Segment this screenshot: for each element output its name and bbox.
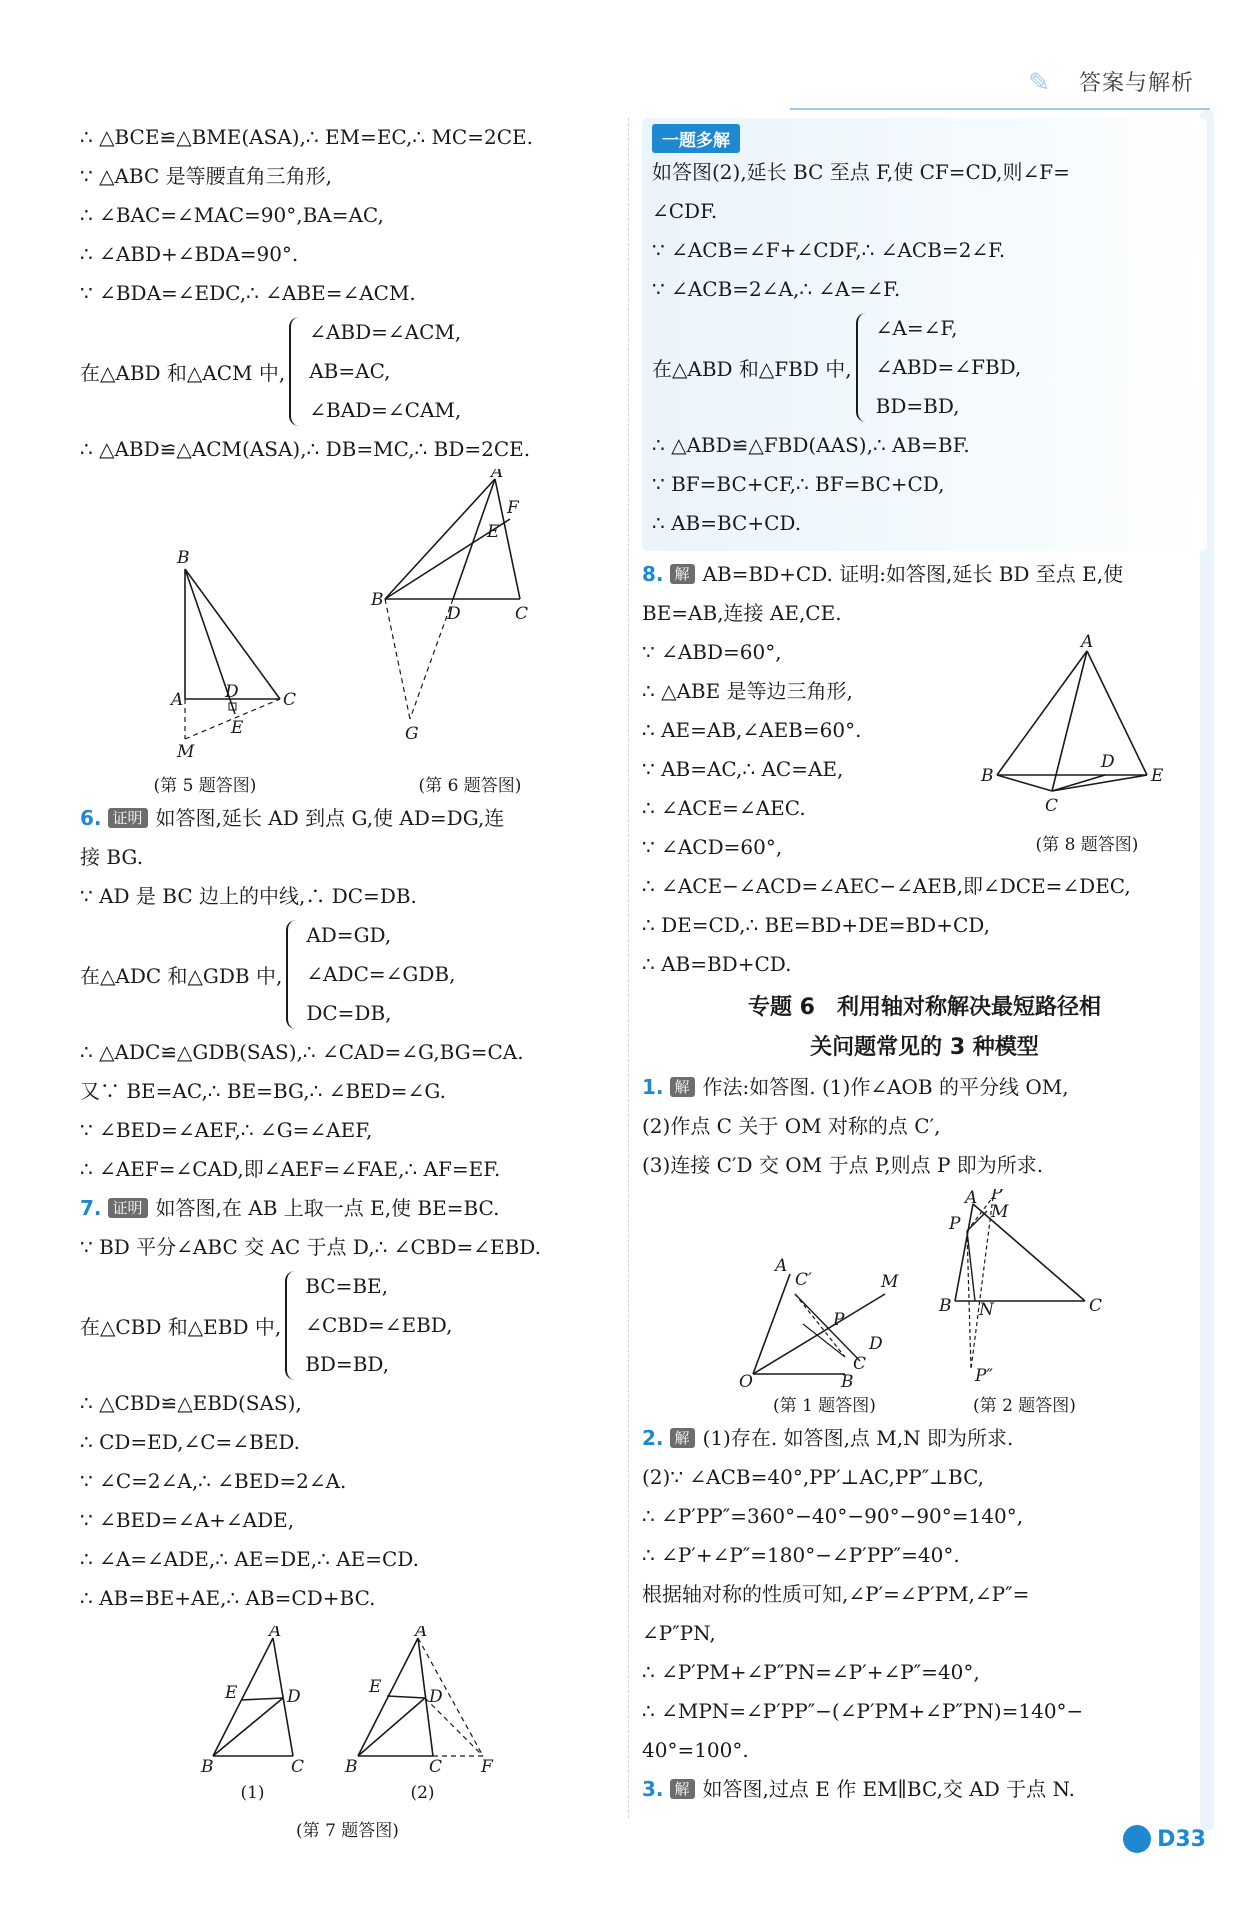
- text-line: ∴ △ABD≌△ACM(ASA),∴ DB=MC,∴ BD=2CE.: [80, 437, 531, 461]
- figure-caption: (第 2 题答图): [973, 1396, 1076, 1416]
- text-line: ∵ BD 平分∠ABC 交 AC 于点 D,∴ ∠CBD=∠EBD.: [80, 1235, 541, 1259]
- section-title-line-2: 关问题常见的 3 种模型: [810, 1035, 1039, 1060]
- svg-text:A: A: [268, 1626, 281, 1641]
- text-line: ∵ ∠ACD=60°,: [642, 835, 783, 859]
- q8-body: [642, 633, 1207, 867]
- alternate-solution-box: [642, 118, 1207, 551]
- figure-q5: [80, 539, 330, 799]
- text-line: ∴ △CBD≌△EBD(SAS),: [80, 1391, 302, 1415]
- svg-text:E: E: [368, 1677, 381, 1697]
- svg-text:F: F: [507, 498, 519, 518]
- question-number: 1.: [642, 1075, 664, 1099]
- text-line: ∴ △BCE≌△BME(ASA),∴ EM=EC,∴ MC=2CE.: [80, 125, 533, 149]
- text-line: 又∵ BE=AC,∴ BE=BG,∴ ∠BED=∠G.: [80, 1079, 446, 1103]
- svg-text:C: C: [290, 1757, 304, 1776]
- system-row: ∠CBD=∠EBD,: [305, 1313, 453, 1337]
- text-line: ∵ ∠BED=∠AEF,∴ ∠G=∠AEF,: [80, 1118, 373, 1142]
- system-row: ∠ADC=∠GDB,: [306, 962, 456, 986]
- figure-s2: [925, 1189, 1125, 1419]
- equation-system: [80, 1267, 615, 1384]
- svg-text:A: A: [414, 1626, 427, 1641]
- svg-text:P: P: [832, 1310, 844, 1330]
- text-line: (3)连接 C′D 交 OM 于点 P,则点 P 即为所求.: [642, 1153, 1044, 1177]
- system-row: ∠ABD=∠ACM,: [309, 320, 462, 344]
- svg-text:E: E: [1151, 766, 1164, 786]
- text-line: ∴ DE=CD,∴ BE=BD+DE=BD+CD,: [642, 913, 990, 937]
- svg-text:D: D: [428, 1687, 443, 1707]
- figure-caption: (第 6 题答图): [418, 776, 522, 796]
- system-row: BD=BD,: [305, 1352, 390, 1376]
- text-line: ∵ △ABC 是等腰直角三角形,: [80, 164, 332, 188]
- solution-tag: 解: [670, 1077, 695, 1097]
- text-line: ∴ △ADC≌△GDB(SAS),∴ ∠CAD=∠G,BG=CA.: [80, 1040, 524, 1064]
- figure-q8: [972, 633, 1202, 867]
- section-q1-line: [642, 1068, 1207, 1107]
- text-line: ∵ ∠ACB=∠F+∠CDF,∴ ∠ACB=2∠F.: [652, 238, 1006, 262]
- text-line: (2)作点 C 关于 OM 对称的点 C′,: [642, 1114, 941, 1138]
- svg-text:B: B: [371, 590, 384, 610]
- question-number: 6.: [80, 806, 102, 830]
- figure-caption: (第 8 题答图): [1035, 835, 1139, 855]
- svg-text:G: G: [405, 724, 419, 744]
- column-divider: [628, 118, 629, 1818]
- text-line: ∵ ∠ACB=2∠A,∴ ∠A=∠F.: [652, 277, 901, 301]
- text: 如答图,过点 E 作 EM∥BC,交 AD 于点 N.: [702, 1777, 1076, 1801]
- svg-text:C: C: [1088, 1296, 1102, 1316]
- solution-tag: 解: [670, 1779, 695, 1799]
- text-line: ∴ △ABE 是等边三角形,: [642, 679, 853, 703]
- svg-text:O: O: [738, 1372, 753, 1389]
- svg-text:M: M: [990, 1202, 1008, 1222]
- brace: [286, 920, 300, 1029]
- svg-text:D: D: [225, 682, 239, 702]
- brace: [285, 1271, 299, 1380]
- text-line: ∵ BF=BC+CF,∴ BF=BC+CD,: [652, 472, 945, 496]
- system-row: ∠BAD=∠CAM,: [309, 398, 462, 422]
- svg-text:P″: P″: [974, 1366, 993, 1386]
- question-number: 2.: [642, 1426, 664, 1450]
- equation-system: [80, 313, 615, 430]
- solution-tag: 解: [670, 1428, 695, 1448]
- figures-s1-s2: [642, 1189, 1207, 1419]
- svg-text:E: E: [487, 522, 500, 542]
- question-7-line: [80, 1189, 615, 1228]
- svg-text:C: C: [1045, 796, 1059, 816]
- svg-text:B: B: [938, 1296, 951, 1316]
- svg-text:M: M: [177, 742, 195, 762]
- svg-text:P: P: [948, 1214, 960, 1234]
- system-lead: 在△ABD 和△ACM 中,: [80, 361, 286, 385]
- text-line: ∴ CD=ED,∠C=∠BED.: [80, 1430, 301, 1454]
- text-line: ∴ ∠ACE−∠ACD=∠AEC−∠AEB,即∠DCE=∠DEC,: [642, 874, 1131, 898]
- svg-text:F: F: [480, 1757, 493, 1776]
- text-line: ∴ AB=BE+AE,∴ AB=CD+BC.: [80, 1586, 376, 1610]
- text: 如答图,延长 AD 到点 G,使 AD=DG,连: [155, 806, 505, 830]
- section-q2-line: [642, 1419, 1207, 1458]
- decorative-doodle-icon: ✎: [1028, 68, 1050, 98]
- text-line: ∴ AB=BC+CD.: [652, 511, 802, 535]
- svg-text:B: B: [200, 1757, 213, 1776]
- figure-s1-diagram: [735, 1249, 915, 1389]
- text-line: BE=AB,连接 AE,CE.: [642, 601, 842, 625]
- svg-text:B: B: [840, 1372, 853, 1389]
- text-line: ∵ ∠C=2∠A,∴ ∠BED=2∠A.: [80, 1469, 347, 1493]
- text-line: ∴ ∠A=∠ADE,∴ AE=DE,∴ AE=CD.: [80, 1547, 419, 1571]
- text-line: ∵ ∠ABD=60°,: [642, 640, 782, 664]
- question-6-line: [80, 799, 615, 838]
- svg-text:B: B: [981, 766, 994, 786]
- question-8-line: [642, 555, 1207, 594]
- svg-text:C: C: [283, 690, 297, 710]
- text-line: ∴ ∠ABD+∠BDA=90°.: [80, 242, 299, 266]
- text-line: 接 BG.: [80, 845, 144, 869]
- text: (1)存在. 如答图,点 M,N 即为所求.: [702, 1426, 1014, 1450]
- system-lead: 在△CBD 和△EBD 中,: [80, 1315, 282, 1339]
- text-line: 如答图(2),延长 BC 至点 F,使 CF=CD,则∠F=: [652, 160, 1070, 184]
- header-rule: [790, 108, 1210, 110]
- svg-text:A: A: [1081, 633, 1094, 652]
- system-row: BC=BE,: [305, 1274, 388, 1298]
- system-lead: 在△ADC 和△GDB 中,: [80, 964, 283, 988]
- text-line: ∵ ∠BED=∠A+∠ADE,: [80, 1508, 295, 1532]
- header-title: 答案与解析: [1078, 71, 1194, 96]
- text-line: ∵ AB=AC,∴ AC=AE,: [642, 757, 844, 781]
- svg-text:M: M: [880, 1272, 898, 1292]
- text-line: ∴ ∠P′+∠P″=180°−∠P′PP″=40°.: [642, 1543, 960, 1567]
- question-number: 7.: [80, 1196, 102, 1220]
- text-line: 40°=100°.: [642, 1738, 749, 1762]
- section-title-line-1: 专题 6 利用轴对称解决最短路径相: [748, 995, 1101, 1020]
- page-number-dot-icon: [1123, 1825, 1151, 1853]
- system-row: DC=DB,: [306, 1001, 392, 1025]
- figure-caption: (第 5 题答图): [153, 776, 257, 796]
- figure-subcaption: (2): [410, 1783, 435, 1803]
- alternate-solution-tag: 一题多解: [652, 124, 740, 153]
- svg-text:E: E: [231, 718, 244, 738]
- figures-q5-q6: [80, 469, 615, 799]
- system-row: ∠ABD=∠FBD,: [875, 355, 1022, 379]
- text-line: ∴ AE=AB,∠AEB=60°.: [642, 718, 862, 742]
- section-q3-line: [642, 1770, 1207, 1809]
- right-column: [642, 118, 1207, 1809]
- text-line: ∴ ∠ACE=∠AEC.: [642, 796, 806, 820]
- svg-text:B: B: [344, 1757, 357, 1776]
- figure-subcaption: (1): [240, 1783, 265, 1803]
- page-number-text: D33: [1157, 1826, 1206, 1852]
- figure-q7-2-diagram: [333, 1626, 513, 1776]
- text-line: ∴ △ABD≌△FBD(AAS),∴ AB=BF.: [652, 433, 970, 457]
- text-line: ∴ ∠P′PP″=360°−40°−90°−90°=140°,: [642, 1504, 1024, 1528]
- svg-text:A: A: [171, 690, 184, 710]
- figure-caption: (第 1 题答图): [773, 1396, 876, 1416]
- figure-caption: (第 7 题答图): [296, 1821, 399, 1841]
- system-row: AD=GD,: [306, 923, 392, 947]
- equation-system: [652, 309, 1197, 426]
- text: 作法:如答图. (1)作∠AOB 的平分线 OM,: [702, 1075, 1069, 1099]
- svg-text:D: D: [447, 604, 461, 624]
- svg-text:A: A: [774, 1256, 787, 1276]
- text-line: ∴ ∠MPN=∠P′PP″−(∠P′PM+∠P″PN)=140°−: [642, 1699, 1084, 1723]
- svg-text:B: B: [177, 548, 190, 568]
- svg-text:C: C: [428, 1757, 442, 1776]
- text-line: ∵ AD 是 BC 边上的中线,∴ DC=DB.: [80, 884, 417, 908]
- svg-text:D: D: [286, 1687, 301, 1707]
- svg-text:C: C: [852, 1354, 866, 1374]
- text-line: 根据轴对称的性质可知,∠P′=∠P′PM,∠P″=: [642, 1582, 1030, 1606]
- figure-s1: [725, 1249, 925, 1419]
- svg-text:P′: P′: [990, 1189, 1006, 1204]
- svg-text:D: D: [868, 1334, 883, 1354]
- text-line: ∵ ∠BDA=∠EDC,∴ ∠ABE=∠ACM.: [80, 281, 416, 305]
- figure-q6-diagram: [335, 469, 605, 769]
- figure-q6: [330, 469, 610, 799]
- text-line: ∴ ∠P′PM+∠P″PN=∠P′+∠P″=40°,: [642, 1660, 980, 1684]
- system-lead: 在△ABD 和△FBD 中,: [652, 357, 852, 381]
- text-line: ∠P″PN,: [642, 1621, 716, 1645]
- equation-system: [80, 916, 615, 1033]
- text-line: ∴ ∠AEF=∠CAD,即∠AEF=∠FAE,∴ AF=EF.: [80, 1157, 501, 1181]
- text: 如答图,在 AB 上取一点 E,使 BE=BC.: [155, 1196, 500, 1220]
- svg-text:C′: C′: [794, 1270, 812, 1290]
- svg-text:N: N: [978, 1300, 994, 1320]
- brace: [289, 317, 303, 426]
- question-number: 8.: [642, 562, 664, 586]
- text-line: ∴ ∠BAC=∠MAC=90°,BA=AC,: [80, 203, 384, 227]
- system-row: BD=BD,: [875, 394, 960, 418]
- figure-q5-diagram: [85, 539, 325, 769]
- question-number: 3.: [642, 1777, 664, 1801]
- page-number: [1123, 1825, 1206, 1853]
- figure-s2-diagram: [935, 1189, 1115, 1389]
- text-line: (2)∵ ∠ACB=40°,PP′⊥AC,PP″⊥BC,: [642, 1465, 985, 1489]
- svg-text:D: D: [1101, 752, 1115, 772]
- svg-text:A: A: [491, 469, 504, 482]
- svg-text:C: C: [515, 604, 529, 624]
- text: AB=BD+CD. 证明:如答图,延长 BD 至点 E,使: [702, 562, 1124, 586]
- solution-tag: 解: [670, 564, 695, 584]
- proof-tag: 证明: [108, 1198, 148, 1218]
- svg-text:A: A: [964, 1189, 977, 1208]
- figure-q7-1: [178, 1626, 328, 1806]
- text-line: ∴ AB=BD+CD.: [642, 952, 792, 976]
- left-column: [80, 118, 615, 1844]
- text-line: ∠CDF.: [652, 199, 718, 223]
- figure-q7: [80, 1626, 615, 1844]
- brace: [856, 313, 870, 422]
- figure-q7-1-diagram: [183, 1626, 323, 1776]
- figure-q8-diagram: [977, 633, 1197, 828]
- system-row: AB=AC,: [309, 359, 391, 383]
- system-row: ∠A=∠F,: [875, 316, 958, 340]
- svg-text:E: E: [224, 1683, 237, 1703]
- figure-q7-2: [328, 1626, 518, 1806]
- page-header: [790, 60, 1210, 110]
- proof-tag: 证明: [108, 808, 148, 828]
